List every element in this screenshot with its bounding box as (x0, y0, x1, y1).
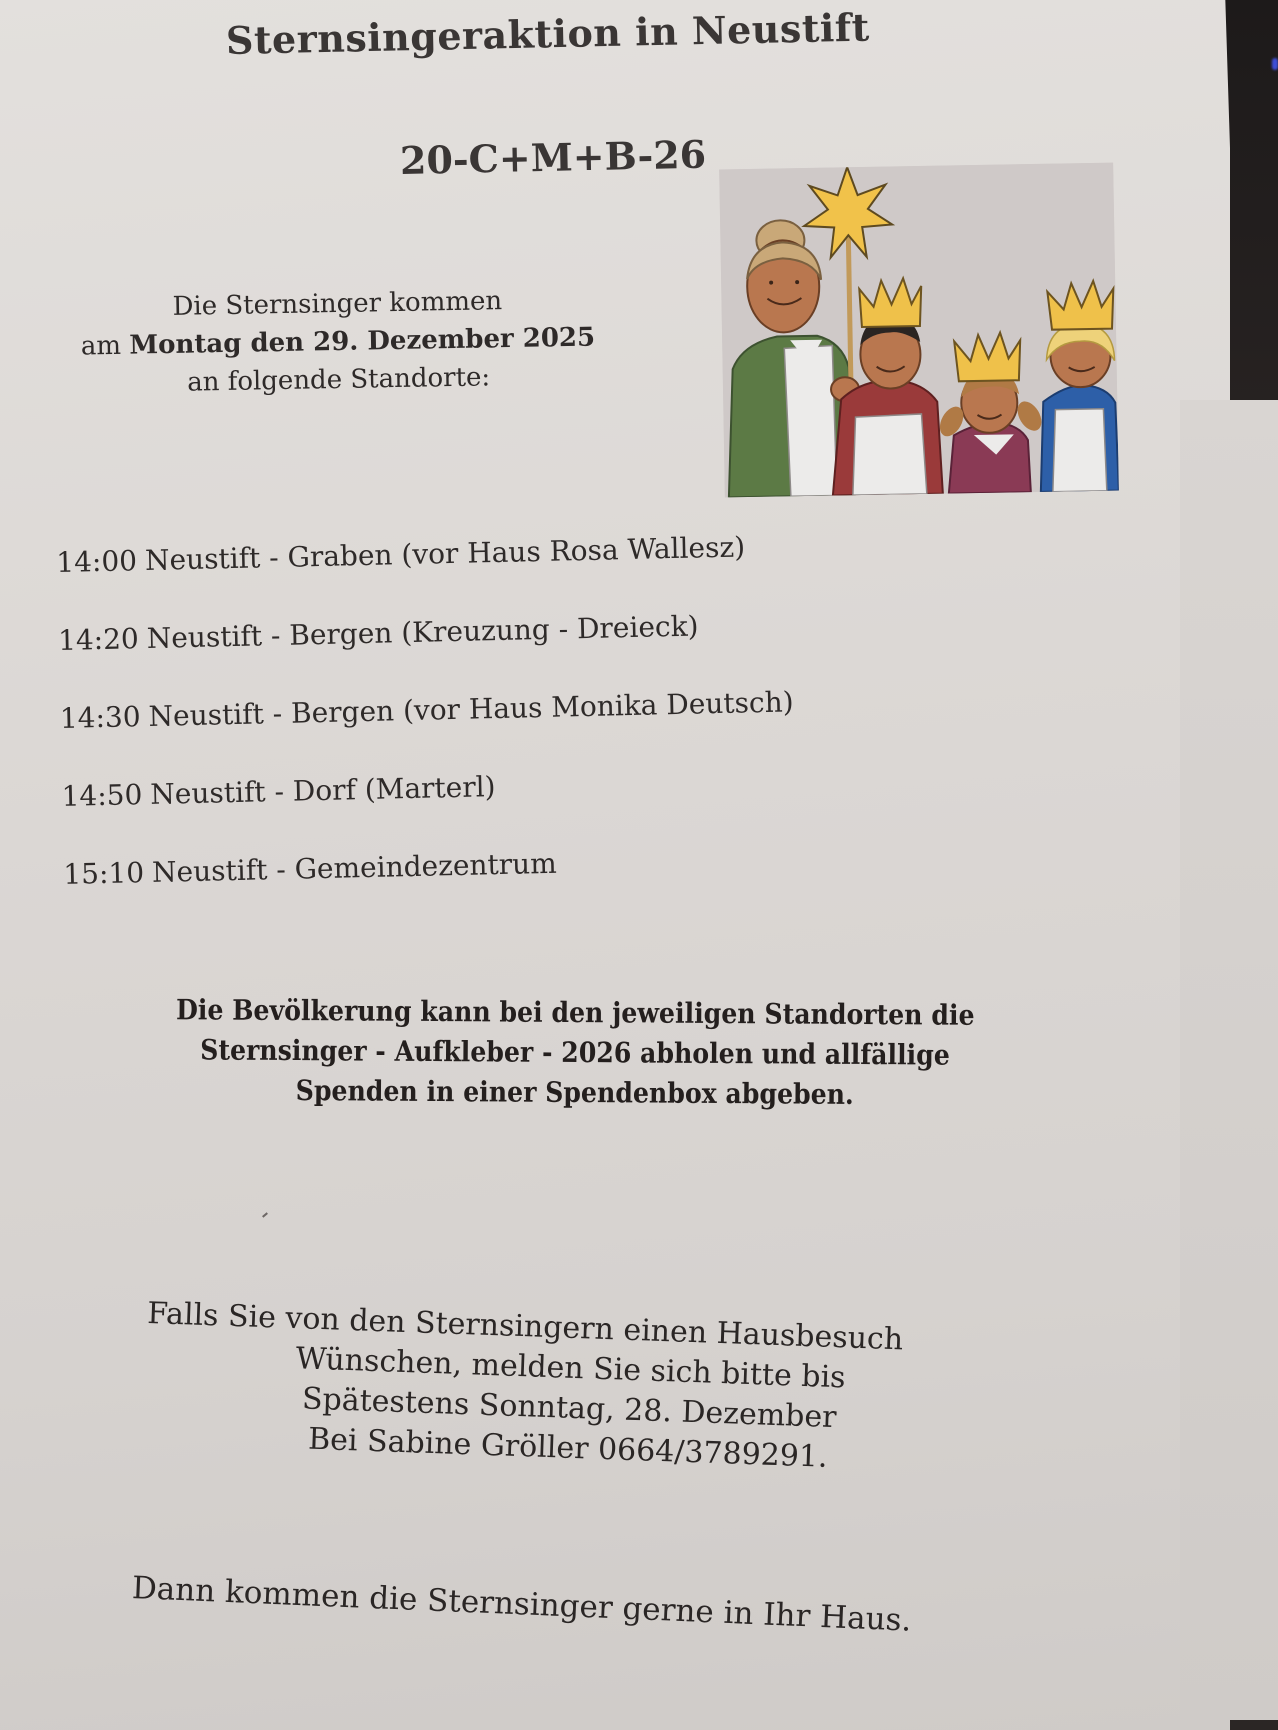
schedule-time: 15:10 (63, 856, 145, 891)
schedule-location: Neustift - Bergen (vor Haus Monika Deutsch) (148, 685, 794, 733)
blessing-code: 20-C+M+B-26 (399, 131, 707, 183)
schedule-item (63, 843, 798, 938)
schedule-time: 14:50 (61, 778, 143, 813)
schedule-location: Neustift - Graben (vor Haus Rosa Wallesz) (144, 530, 746, 577)
intro-line-1: Die Sternsinger kommen (172, 286, 503, 322)
closing-line: Dann kommen die Sternsinger gerne in Ihr Haus. (131, 1570, 913, 1639)
house-visit-contact (142, 1294, 997, 1484)
notice-line-3: Spenden in einer Spendenbox abgeben. (295, 1074, 854, 1111)
flyer-title: Sternsingeraktion in Neustift (225, 4, 871, 63)
contact-line-3: Spätestens Sonntag, 28. Dezember (301, 1381, 838, 1436)
sternsinger-illustration (719, 163, 1119, 498)
contact-line-2: Wünschen, melden Sie sich bitte bis (295, 1341, 847, 1396)
intro-line-3: an folgende Standorte: (186, 362, 491, 398)
contact-line-1: Falls Sie von den Sternsingern einen Hausbesuch (146, 1295, 904, 1358)
contact-phone: Bei Sabine Gröller 0664/3789291. (307, 1421, 829, 1475)
event-date: Montag den 29. Dezember 2025 (129, 322, 596, 361)
schedule-location: Neustift - Bergen (Kreuzung - Dreieck) (146, 609, 699, 655)
flyer-paper-edge (1180, 400, 1278, 1720)
schedule-location: Neustift - Dorf (Marterl) (149, 770, 496, 811)
background-light (1272, 58, 1278, 70)
notice-line-1: Die Bevölkerung kann bei den jeweiligen Standorten die (175, 993, 975, 1032)
intro-line-2-prefix: am (80, 330, 130, 362)
donation-notice (120, 990, 1031, 1116)
schedule-time: 14:20 (57, 622, 140, 657)
intro-text (57, 280, 619, 404)
schedule-time: 14:30 (59, 700, 141, 735)
schedule-list (56, 531, 799, 938)
schedule-location: Neustift - Gemeindezentrum (151, 846, 558, 889)
notice-line-2: Sternsinger - Aufkleber - 2026 abholen und allfällige (200, 1033, 950, 1072)
schedule-time: 14:00 (55, 544, 138, 579)
